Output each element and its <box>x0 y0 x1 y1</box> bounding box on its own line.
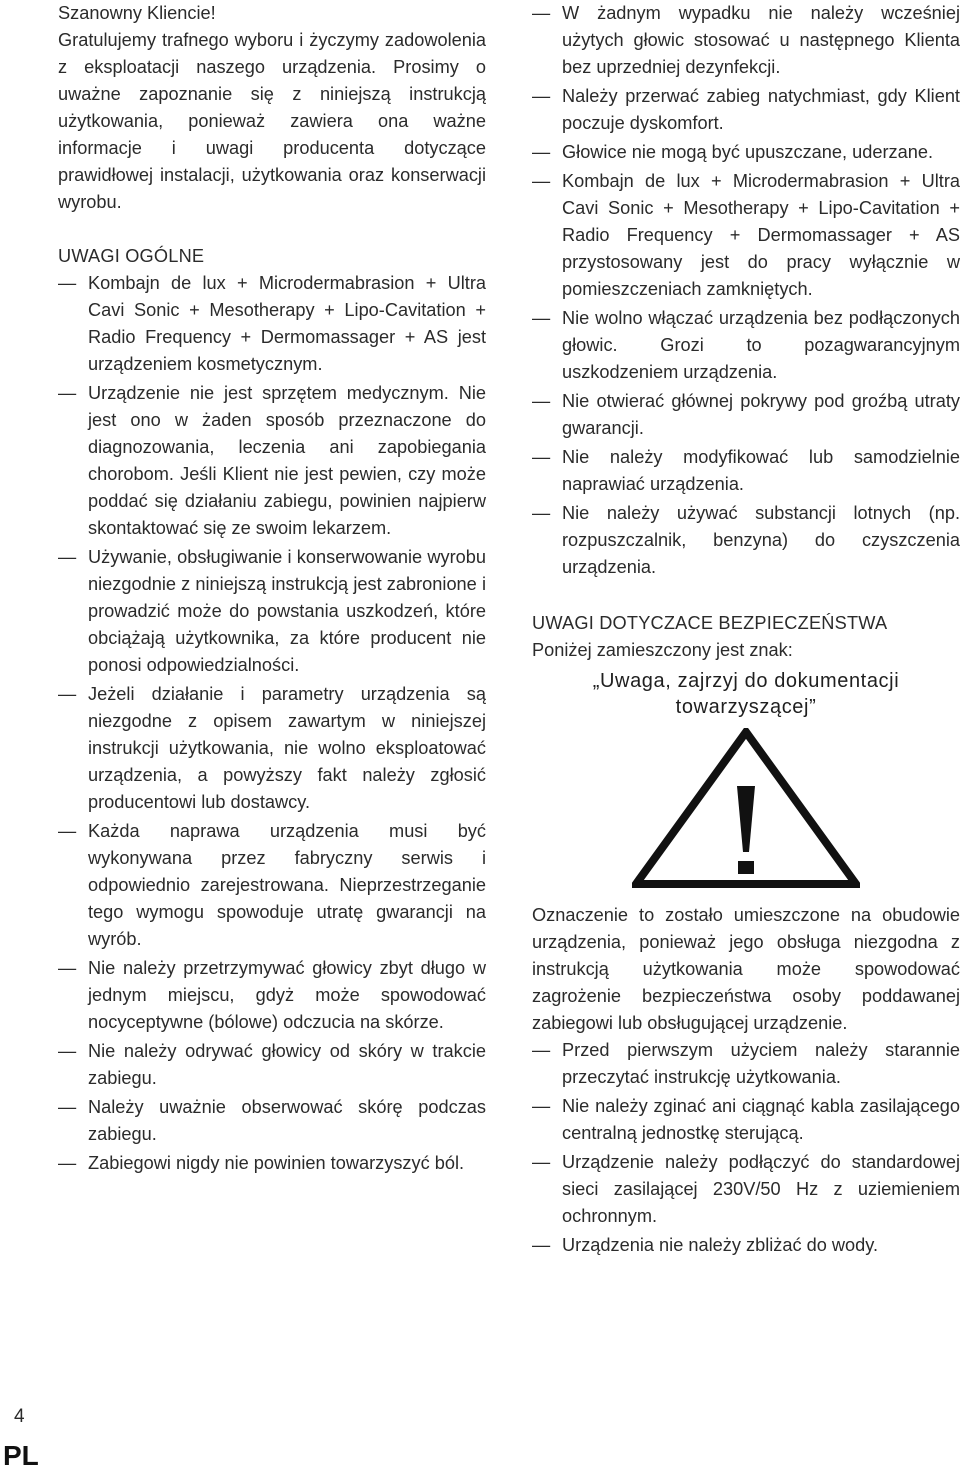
list-item: — Nie należy modyfikować lub samodzielnie naprawiać urządzenia. <box>532 444 960 498</box>
warning-triangle-icon <box>632 728 860 888</box>
greeting: Szanowny Kliencie! <box>58 3 216 23</box>
list-item: — Przed pierwszym użyciem należy starannie przeczytać instrukcję użytkowania. <box>532 1037 960 1091</box>
list-item: — Nie należy używać substancji lotnych (np. rozpuszczalnik, benzyna) do czyszczenia urządzenia. <box>532 500 960 581</box>
list-item: — Każda naprawa urządzenia musi być wykonywana przez fabryczny serwis i odpowiednio zarejestrowana. Nieprzestrzeganie tego wymogu spowoduje utratę gwarancji na wyrób. <box>58 818 486 953</box>
right-column <box>532 0 960 1261</box>
list-item: — Nie wolno włączać urządzenia bez podłączonych głowic. Grozi to pozagwarancyjnym uszkodzeniem urządzenia. <box>532 305 960 386</box>
list-item: — Kombajn de lux + Microdermabrasion + Ultra Cavi Sonic + Mesotherapy + Lipo-Cavitation + Radio Frequency + Dermomassager + AS jest urządzeniem kosmetycznym. <box>58 270 486 378</box>
list-item: — Nie należy przetrzymywać głowicy zbyt długo w jednym miejscu, gdyż może spowodować nocyceptywne (bólowe) odczucia na skórze. <box>58 955 486 1036</box>
warning-quote <box>532 668 960 720</box>
safety-intro: Poniżej zamieszczony jest znak: <box>532 640 793 660</box>
list-item: — Głowice nie mogą być upuszczane, uderzane. <box>532 139 960 166</box>
list-item: — Nie otwierać głównej pokrywy pod groźbą utraty gwarancji. <box>532 388 960 442</box>
safety-list <box>532 1037 960 1259</box>
list-item: — Zabiegowi nigdy nie powinien towarzyszyć ból. <box>58 1150 486 1177</box>
language-code: PL <box>3 1440 39 1471</box>
list-item: — Należy uważnie obserwować skórę podczas zabiegu. <box>58 1094 486 1148</box>
list-item: — Urządzenie należy podłączyć do standardowej sieci zasilającej 230V/50 Hz z uziemieniem ochronnym. <box>532 1149 960 1230</box>
list-item: — Używanie, obsługiwanie i konserwowanie wyrobu niezgodnie z niniejszą instrukcją jest zabronione i prowadzić może do powstania uszkodzeń, które obciążają użytkownika, za które producent nie ponosi odpowiedzialności. <box>58 544 486 679</box>
general-notes-list-continued <box>532 0 960 581</box>
safety-description: Oznaczenie to zostało umieszczone na obudowie urządzenia, ponieważ jego obsługa niezgodna z instrukcją użytkowania może spowodować zagrożenie bezpieczeństwa osoby poddawanej zabiegowi lub obsługującej urządzenie. <box>532 905 960 1033</box>
list-item: — Nie należy zginać ani ciągnąć kabla zasilającego centralną jednostkę sterującą. <box>532 1093 960 1147</box>
intro-paragraph: Gratulujemy trafnego wyboru i życzymy zadowolenia z eksploatacji naszego urządzenia. Prosimy o uważne zapoznanie się z niniejszą instrukcją użytkowania, ponieważ zawiera ona ważne informacje i uwagi producenta dotyczące prawidłowej instalacji, użytkowania oraz konserwacji wyrobu. <box>58 30 486 212</box>
general-notes-list <box>58 270 486 1177</box>
list-item: — Urządzenie nie jest sprzętem medycznym. Nie jest ono w żaden sposób przeznaczone do diagnozowania, leczenia ani zapobiegania chorobom. Jeśli Klient nie jest pewien, czy może poddać się działaniu zabiegu, powinien najpierw skontaktować się ze swoim lekarzem. <box>58 380 486 542</box>
general-notes-heading: UWAGI OGÓLNE <box>58 246 205 266</box>
left-column <box>58 0 486 1179</box>
list-item: — Jeżeli działanie i parametry urządzenia są niezgodne z opisem zawartym w niniejszej instrukcji użytkowania, nie wolno eksploatować urządzenia, a powyższy fakt należy zgłosić producentowi lub dostawcy. <box>58 681 486 816</box>
list-item: — Urządzenia nie należy zbliżać do wody. <box>532 1232 960 1259</box>
list-item: — Nie należy odrywać głowicy od skóry w trakcie zabiegu. <box>58 1038 486 1092</box>
warning-quote-line-1: „Uwaga, zajrzyj do dokumentacji <box>592 670 900 692</box>
list-item: — Kombajn de lux + Microdermabrasion + Ultra Cavi Sonic + Mesotherapy + Lipo-Cavitation + Radio Frequency + Dermomassager + AS przystosowany jest do pracy wyłącznie w pomieszczeniach zamkniętych. <box>532 168 960 303</box>
list-item: — W żadnym wypadku nie należy wcześniej użytych głowic stosować u następnego Klienta bez uprzedniej dezynfekcji. <box>532 0 960 81</box>
list-item: — Należy przerwać zabieg natychmiast, gdy Klient poczuje dyskomfort. <box>532 83 960 137</box>
safety-heading: UWAGI DOTYCZACE BEZPIECZEŃSTWA <box>532 613 888 633</box>
page-number: 4 <box>14 1406 25 1427</box>
warning-quote-line-2: towarzyszącej” <box>675 696 817 718</box>
